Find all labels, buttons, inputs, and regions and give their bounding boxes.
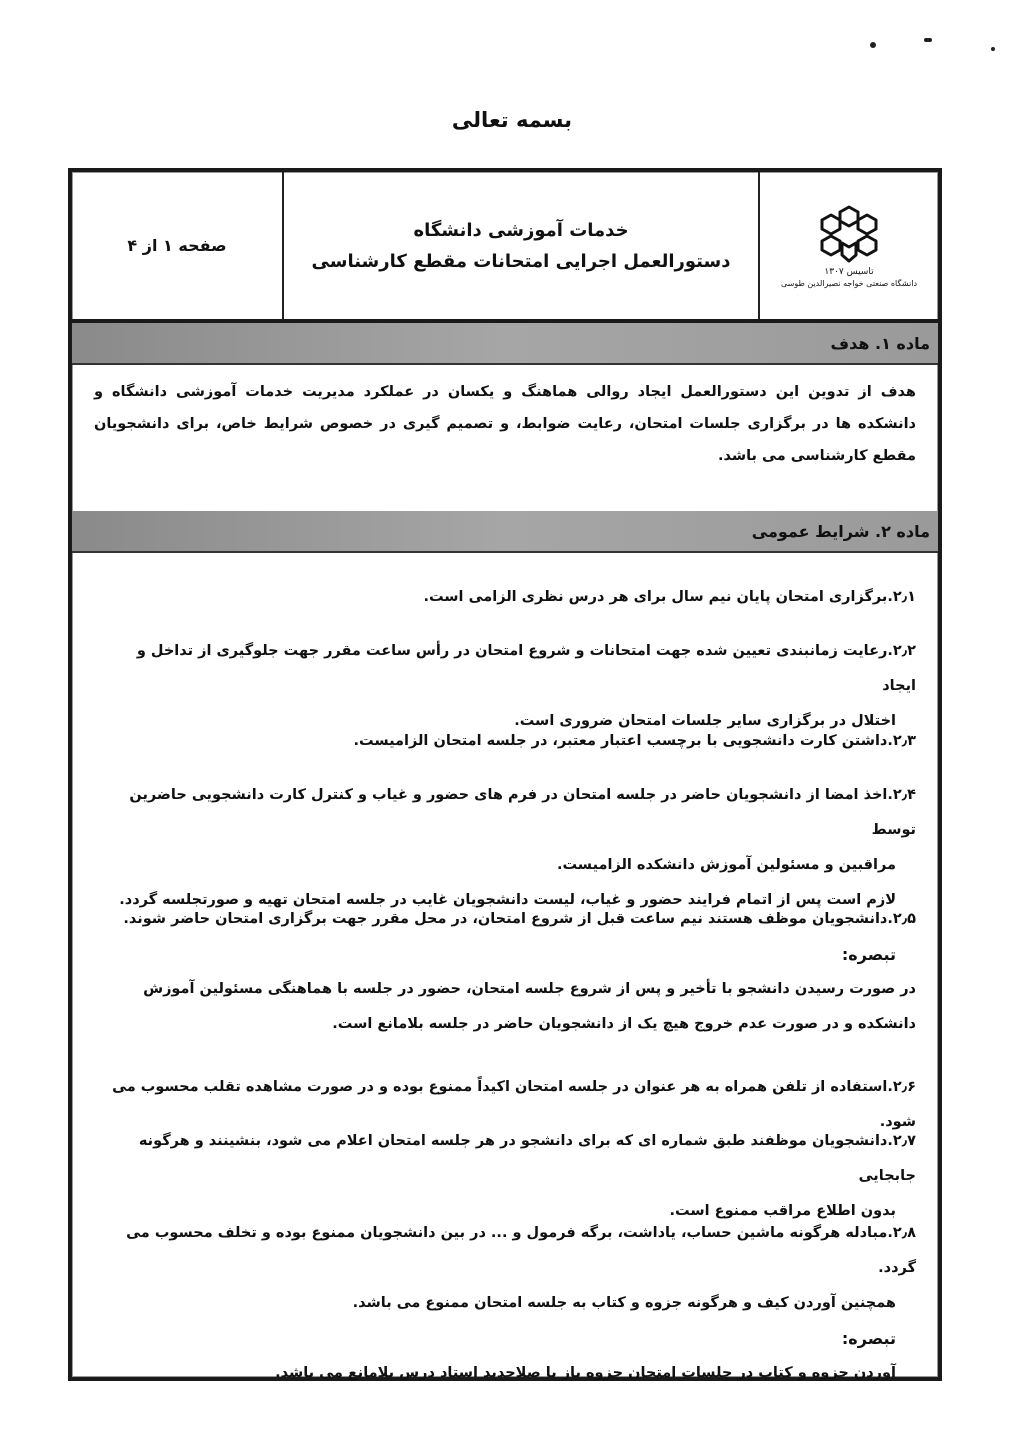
clause-2-8 <box>100 1216 916 1391</box>
clause-2-4 <box>100 778 916 918</box>
clause-text-continued: اختلال در برگزاری سایر جلسات امتحان ضروری است. <box>514 713 896 729</box>
clause-text: ۲٫۸.مبادله هرگونه ماشین حساب، یاداشت، برگه فرمول و ... در بین دانشجویان ممنوع بوده و تخلف محسوب می گردد. <box>126 1225 916 1276</box>
clause-2-1 <box>100 580 916 615</box>
clause-2-3 <box>100 724 916 759</box>
page-number-cell <box>72 172 282 319</box>
scan-speck <box>991 47 995 51</box>
scan-speck <box>924 38 932 42</box>
scan-speck <box>870 42 876 48</box>
clause-text: ۲٫۴.اخذ امضا از دانشجویان حاضر در جلسه امتحان در فرم های حضور و غیاب و کنترل کارت دانشجویی حاضرین توسط <box>129 787 916 838</box>
article1-text: هدف از تدوین این دستورالعمل ایجاد روالی هماهنگ و یکسان در عملکرد مدیریت خدمات آموزشی دانشگاه و دانشکده ها در برگزاری جلسات امتحان، رعایت ضوابط، و تصمیم گیری در خصوص شرایط خاص، برای دانشجویان مقطع کارشناسی می باشد. <box>94 384 916 464</box>
clause-text-continued: بدون اطلاع مراقب ممنوع است. <box>669 1203 896 1219</box>
clause-text-continued: همچنین آوردن کیف و هرگونه جزوه و کتاب به جلسه امتحان ممنوع می باشد. <box>352 1295 896 1311</box>
clause-text: ۲٫۳.داشتن کارت دانشجویی با برچسب اعتبار معتبر، در جلسه امتحان الزامیست. <box>353 733 916 749</box>
note-heading: تبصره: <box>841 945 896 964</box>
document-title-line2: دستورالعمل اجرایی امتحانات مقطع کارشناسی <box>311 250 731 272</box>
clause-text: ۲٫۷.دانشجویان موظفند طبق شماره ای که برای دانشجو در هر جلسه امتحان اعلام می شود، بنشینند و هرگونه جابجایی <box>138 1133 916 1184</box>
clause-text-continued: مراقبین و مسئولین آموزش دانشکده الزامیست. <box>556 857 896 873</box>
clause-text: ۲٫۱.برگزاری امتحان پایان نیم سال برای هر درس نظری الزامی است. <box>423 589 916 605</box>
page-number: صفحه ۱ از ۴ <box>127 236 227 255</box>
article2-heading: ماده ۲. شرایط عمومی <box>72 511 938 553</box>
note-heading: تبصره: <box>841 1329 896 1348</box>
university-emblem-icon <box>818 203 880 265</box>
logo-established: تاسیس ۱۳۰۷ <box>824 267 874 277</box>
clause-text: ۲٫۵.دانشجویان موظف هستند نیم ساعت قبل از شروع امتحان، در محل مقرر جهت برگزاری امتحان حاضر شوند. <box>123 911 916 927</box>
note-text-continued: دانشکده و در صورت عدم خروج هیچ یک از دانشجویان حاضر در جلسه بلامانع است. <box>332 1016 916 1032</box>
document-frame <box>68 168 942 1381</box>
document-title-line1: خدمات آموزشی دانشگاه <box>413 219 629 241</box>
article1-heading: ماده ۱. هدف <box>72 323 938 365</box>
clause-text: ۲٫۶.استفاده از تلفن همراه به هر عنوان در جلسه امتحان اکیداً ممنوع بوده و در صورت مشاهده تقلب محسوب می شود. <box>112 1079 916 1130</box>
logo-university-name: دانشگاه صنعتی خواجه نصیرالدین طوسی <box>780 279 918 288</box>
basmala-heading: بسمه تعالی <box>451 108 573 132</box>
clause-2-7 <box>100 1124 916 1229</box>
note-text: در صورت رسیدن دانشجو با تأخیر و پس از شروع جلسه امتحان، حضور در جلسه با هماهنگی مسئولین آموزش <box>143 981 916 997</box>
clause-2-5 <box>100 902 916 1042</box>
university-logo <box>758 172 938 319</box>
clause-text-continued: لازم است پس از اتمام فرایند حضور و غیاب، لیست دانشجویان غایب در جلسه امتحان تهیه و صورتجلسه گردد. <box>119 892 896 908</box>
note-text: آوردن جزوه و کتاب در جلسات امتحان جزوه باز با صلاحدید استاد درس بلامانع می باشد. <box>275 1365 896 1381</box>
clause-text: ۲٫۲.رعایت زمانبندی تعیین شده جهت امتحانات و شروع امتحان در رأس ساعت مقرر جهت جلوگیری از تداخل و ایجاد <box>136 643 916 694</box>
document-title-cell <box>282 172 758 319</box>
document-header <box>72 172 938 323</box>
